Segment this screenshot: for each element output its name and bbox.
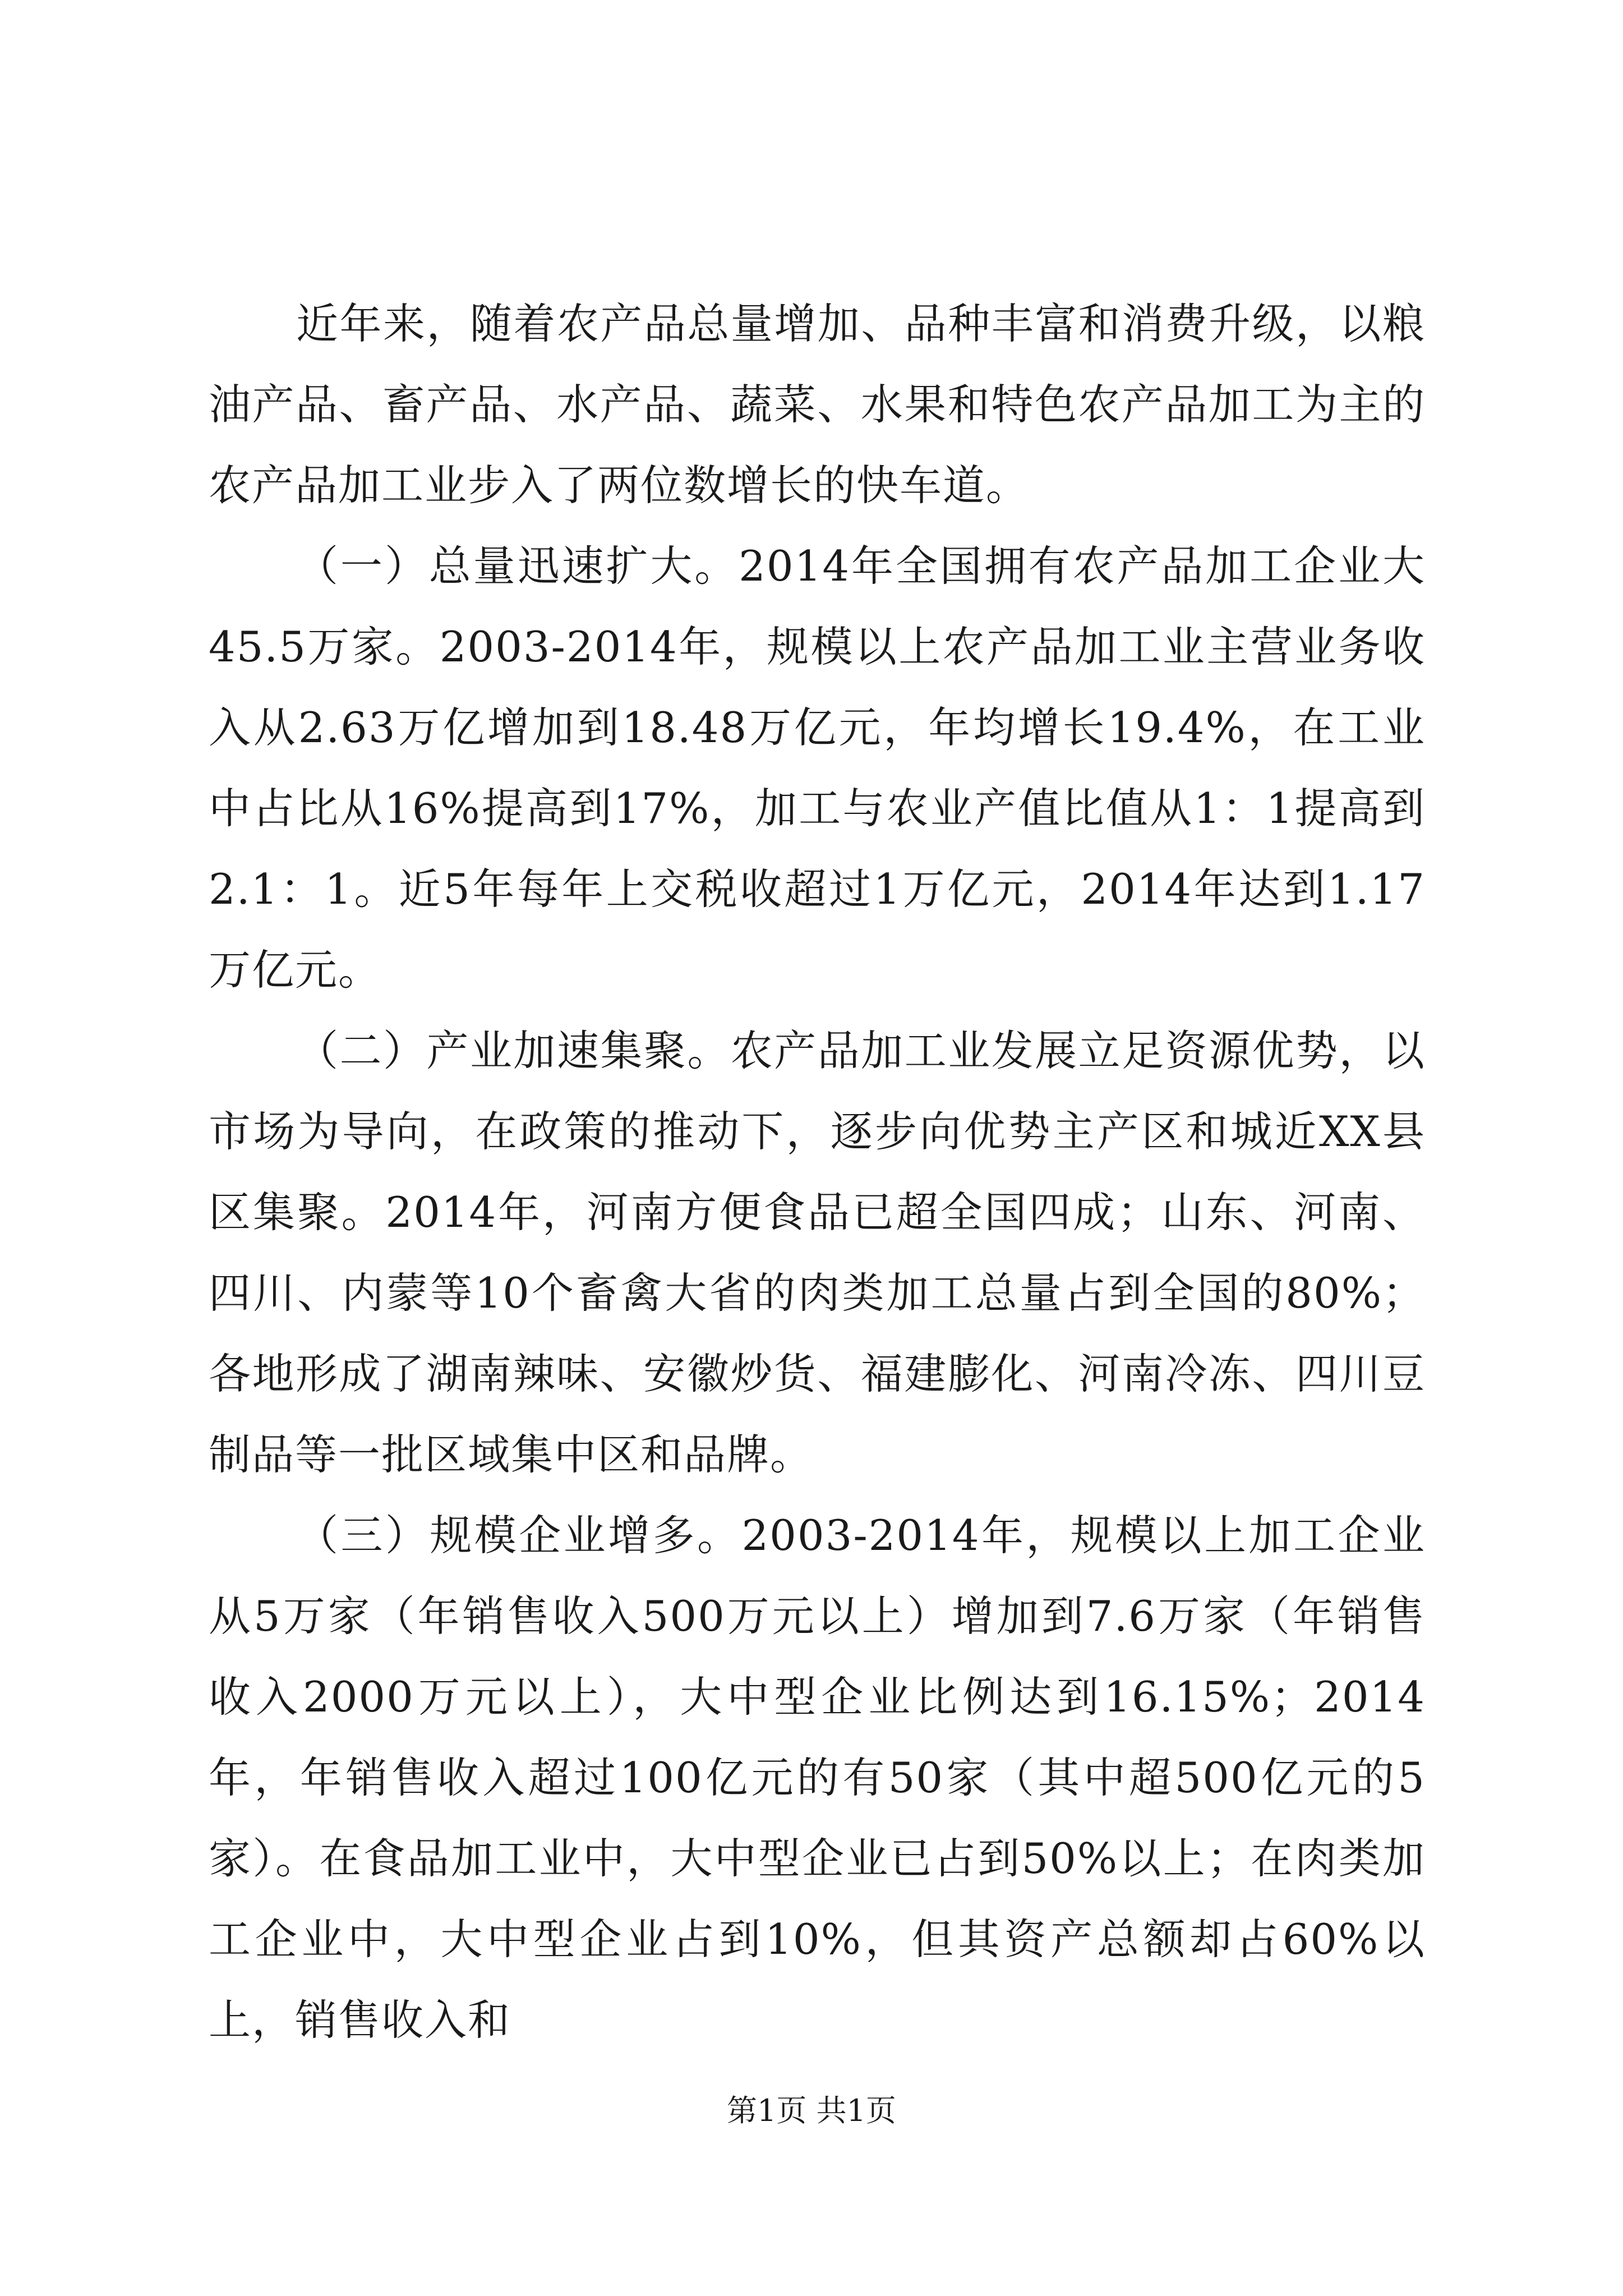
paragraph-section-2: （二）产业加速集聚。农产品加工业发展立足资源优势，以市场为导向，在政策的推动下，逐步向优势主产区和城近XX县区集聚。2014年，河南方便食品已超全国四成；山东、河南、四川、内蒙等10个畜禽大省的肉类加工总量占到全国的80%；各地形成了湖南辣味、安徽炒货、福建膨化、河南冷冻、四川豆制品等一批区域集中区和品牌。: [209, 1026, 1426, 1479]
page-footer: 第1页 共1页: [727, 2093, 896, 2128]
paragraph-section-1: （一）总量迅速扩大。2014年全国拥有农产品加工企业大45.5万家。2003-2014年，规模以上农产品加工业主营业务收入从2.63万亿增加到18.48万亿元，年均增长19.4%，在工业中占比从16%提高到17%，加工与农业产值比值从1：1提高到2.1：1。近5年每年上交税收超过1万亿元，2014年达到1.17万亿元。: [209, 541, 1426, 995]
paragraph-intro: 近年来，随着农产品总量增加、品种丰富和消费升级，以粮油产品、畜产品、水产品、蔬菜、水果和特色农产品加工为主的农产品加工业步入了两位数增长的快车道。: [209, 299, 1426, 510]
document-body: [209, 283, 1426, 2060]
paragraph-section-3: （三）规模企业增多。2003-2014年，规模以上加工企业从5万家（年销售收入500万元以上）增加到7.6万家（年销售收入2000万元以上），大中型企业比例达到16.15%；2014年，年销售收入超过100亿元的有50家（其中超500亿元的5家）。在食品加工业中，大中型企业已占到50%以上；在肉类加工企业中，大中型企业占到10%，但其资产总额却占60%以上，销售收入和: [209, 1511, 1426, 2045]
